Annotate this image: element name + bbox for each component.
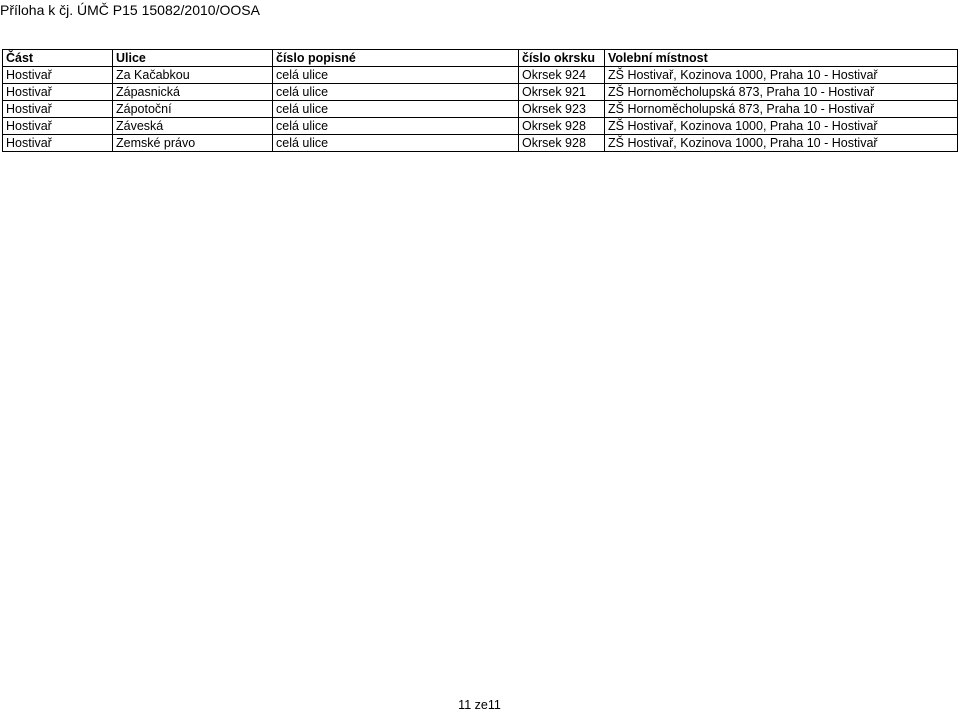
cell-cislo-popisne: celá ulice [273,101,519,118]
cell-ulice: Za Kačabkou [113,67,273,84]
table-row [3,118,958,135]
cell-cislo-okrsku: Okrsek 928 [519,135,605,152]
table-header-row [3,50,958,67]
cell-volebni-mistnost: ZŠ Hornoměcholupská 873, Praha 10 - Hostivař [605,84,958,101]
cell-ulice: Zemské právo [113,135,273,152]
cell-cislo-okrsku: Okrsek 928 [519,118,605,135]
cell-cast: Hostivař [3,118,113,135]
page-number: 11 ze11 [458,698,501,712]
document-header: Příloha k čj. ÚMČ P15 15082/2010/OOSA [0,2,260,18]
table-row [3,101,958,118]
cell-volebni-mistnost: ZŠ Hornoměcholupská 873, Praha 10 - Hostivař [605,101,958,118]
column-header-ulice: Ulice [113,50,273,67]
column-header-cast: Část [3,50,113,67]
polling-district-table [2,49,958,152]
cell-volebni-mistnost: ZŠ Hostivař, Kozinova 1000, Praha 10 - Hostivař [605,118,958,135]
cell-cislo-popisne: celá ulice [273,84,519,101]
cell-cast: Hostivař [3,101,113,118]
column-header-cislo-okrsku: číslo okrsku [519,50,605,67]
cell-cast: Hostivař [3,84,113,101]
cell-volebni-mistnost: ZŠ Hostivař, Kozinova 1000, Praha 10 - Hostivař [605,135,958,152]
cell-cast: Hostivař [3,135,113,152]
table-row [3,67,958,84]
cell-ulice: Zápotoční [113,101,273,118]
cell-cislo-okrsku: Okrsek 923 [519,101,605,118]
cell-volebni-mistnost: ZŠ Hostivař, Kozinova 1000, Praha 10 - Hostivař [605,67,958,84]
column-header-cislo-popisne: číslo popisné [273,50,519,67]
cell-cislo-popisne: celá ulice [273,118,519,135]
cell-ulice: Zápasnická [113,84,273,101]
cell-cast: Hostivař [3,67,113,84]
cell-ulice: Záveská [113,118,273,135]
column-header-volebni-mistnost: Volební místnost [605,50,958,67]
cell-cislo-okrsku: Okrsek 921 [519,84,605,101]
cell-cislo-okrsku: Okrsek 924 [519,67,605,84]
table-row [3,84,958,101]
cell-cislo-popisne: celá ulice [273,135,519,152]
cell-cislo-popisne: celá ulice [273,67,519,84]
table-row [3,135,958,152]
